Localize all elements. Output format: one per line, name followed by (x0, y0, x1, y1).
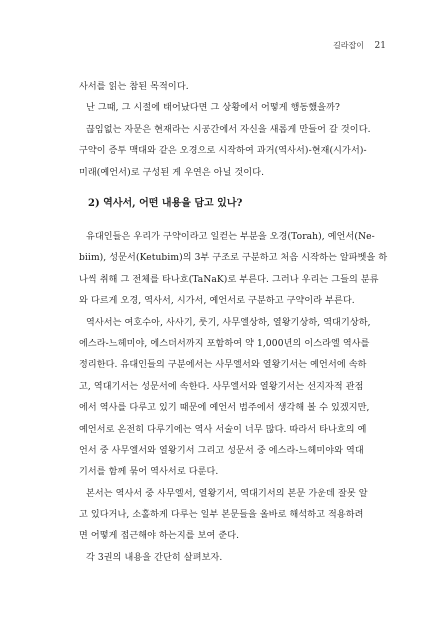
intro-paragraphs (79, 77, 387, 184)
text-line: 면 어떻게 접근해야 하는지를 보여 준다. (79, 531, 240, 542)
text-line: 역사서는 여호수아, 사사기, 룻기, 사무엘상하, 열왕기상하, 역대기상하, (86, 317, 371, 328)
running-header-title: 길라잡이 (333, 41, 364, 50)
text-line: 에스라-느헤미야, 에스더서까지 포함하여 약 1,000년의 이스라엘 역사를 (79, 338, 370, 349)
text-line: 에서 역사를 다루고 있기 때문에 예언서 범주에서 생각해 볼 수 있겠지만, (79, 403, 370, 414)
text-line: 구약이 증투 맥대와 같은 오경으로 시작하여 과거(역사서)-현재(시가서)- (79, 146, 367, 157)
text-line: 각 3권의 내용을 간단히 살펴보자. (86, 552, 223, 563)
running-header (333, 40, 386, 51)
page-number: 21 (374, 41, 386, 51)
text-line: 나씩 취해 그 전체를 타나흐(TaNaK)로 부른다. 그러나 우리는 그들의 분류 (79, 274, 379, 285)
text-line: 끊임없는 자문은 현재라는 시공간에서 자신을 새롭게 만들어 갈 것이다. (86, 124, 371, 135)
text-line: 와 다르게 오경, 역사서, 시가서, 예언서로 구분하고 구약이라 부른다. (79, 296, 355, 307)
text-line: 고 있다거나, 소홀하게 다루는 일부 본문들을 올바로 해석하고 적용하려 (79, 510, 364, 521)
text-line: 고, 역대기서는 성문서에 속한다. 사무엘서와 열왕기서는 선지자적 관점 (79, 381, 364, 392)
text-line: 미래(예언서)로 구성된 게 우연은 아닐 것이다. (79, 167, 265, 178)
text-line: 사서를 읽는 참된 목적이다. (79, 82, 189, 92)
text-line: 예언서로 온전히 다루기에는 역사 서술이 너무 많다. 따라서 타나흐의 예 (79, 424, 367, 435)
history-books-paragraphs (79, 227, 387, 569)
text-line: 난 그때, 그 시절에 태어났다면 그 상황에서 어떻게 행동했을까? (86, 103, 341, 114)
text-line: 정리한다. 유대인들의 구분에서는 사무엘서와 열왕기서는 예언서에 속하 (79, 360, 367, 371)
text-line: biim), 성문서(Ketubim)의 3부 구조로 구분하고 처음 시작하는 알파벳을 하 (79, 253, 388, 264)
text-line: 유대인들은 우리가 구약이라고 일컫는 부분을 오경(Torah), 예언서(Ne- (86, 232, 375, 242)
text-line: 언서 중 사무엘서와 열왕기서 그리고 성문서 중 에스라-느헤미야와 역대 (79, 445, 364, 456)
text-line: 기서를 함께 묶어 역사서로 다룬다. (79, 467, 219, 478)
text-line: 본서는 역사서 중 사무엘서, 열왕기서, 역대기서의 본문 가운데 잘못 알 (86, 488, 368, 499)
section-heading: 2) 역사서, 어떤 내용을 담고 있나? (88, 198, 243, 209)
